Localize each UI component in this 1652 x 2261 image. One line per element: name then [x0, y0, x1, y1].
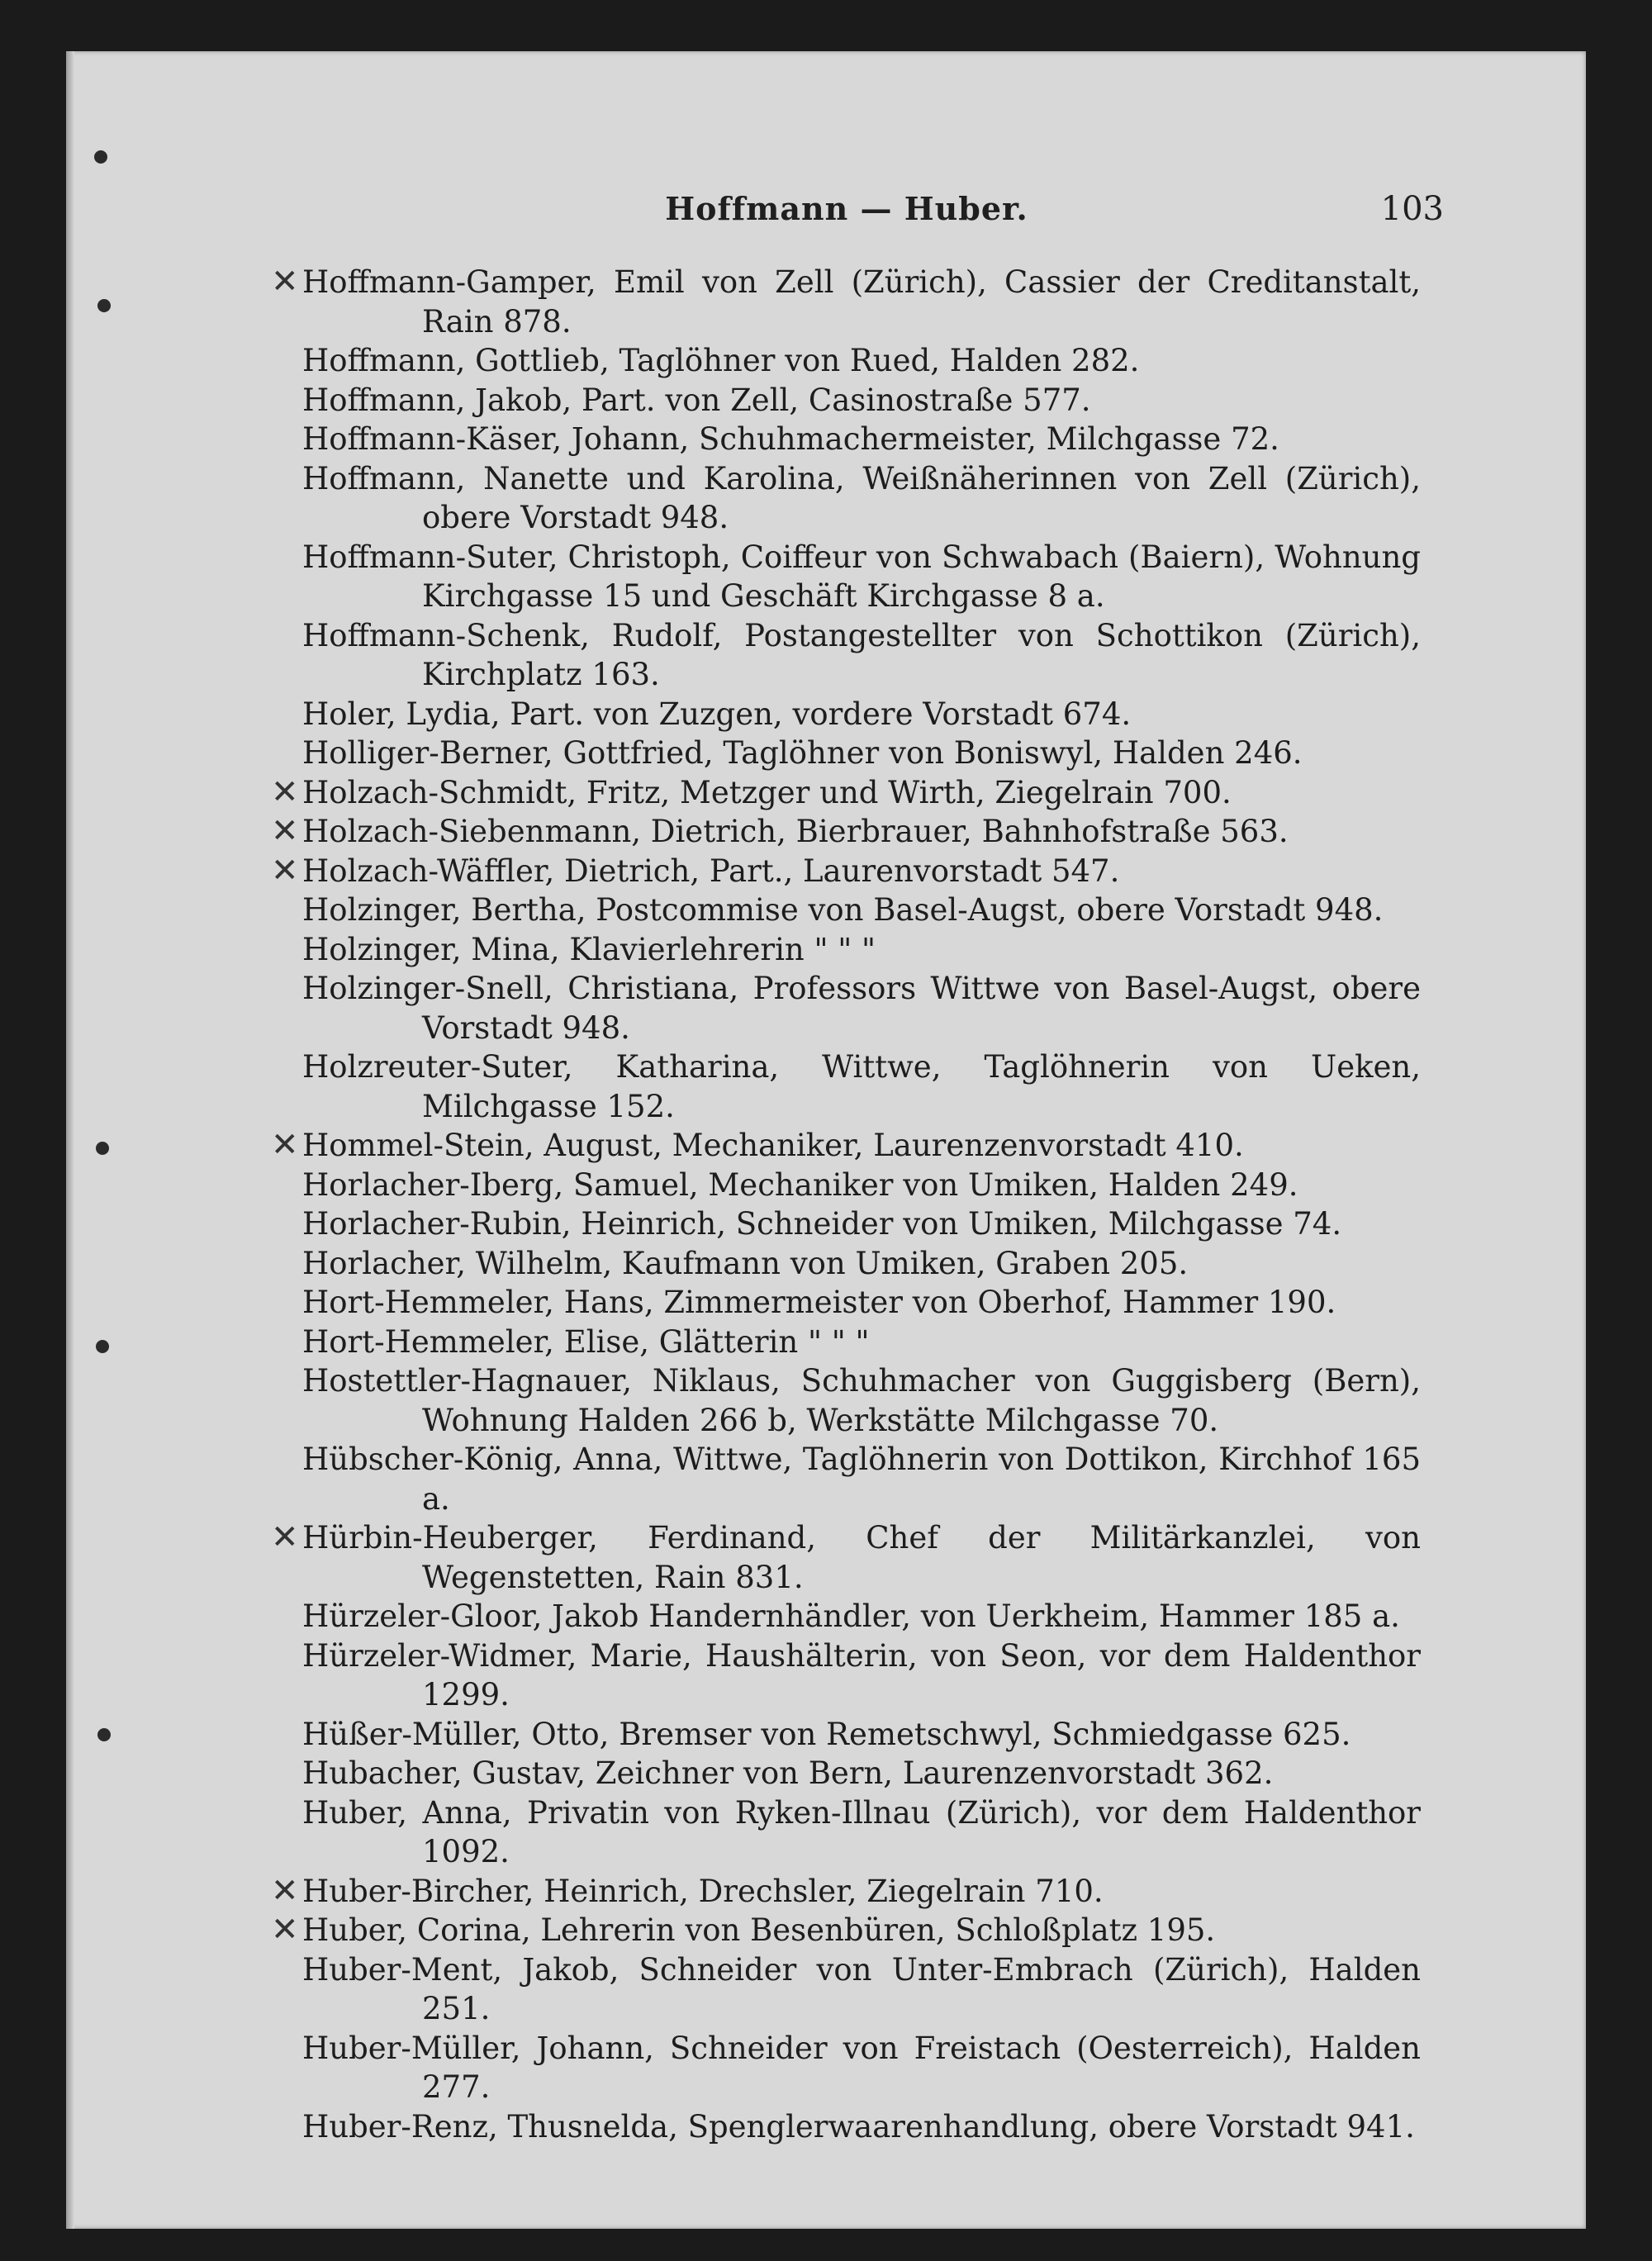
- entry-text: Hoffmann, Gottlieb, Taglöhner von Rued, Halden 282.: [302, 343, 1140, 378]
- binding-hole: [96, 1340, 109, 1353]
- binding-hole: [97, 299, 111, 312]
- directory-entry: [302, 1283, 1421, 1323]
- directory-entry: [271, 1871, 1421, 1912]
- directory-entry: [302, 1715, 1421, 1755]
- entry-text: Hüßer-Müller, Otto, Bremser von Remetschwyl, Schmiedgasse 625.: [302, 1716, 1351, 1752]
- handwritten-check-mark: ✕: [271, 1871, 299, 1910]
- entry-text: Holzinger, Bertha, Postcommise von Basel-Augst, obere Vorstadt 948.: [302, 892, 1384, 928]
- entry-text: Hübscher-König, Anna, Wittwe, Taglöhnerin von Dottikon, Kirchhof 165 a.: [302, 1442, 1421, 1517]
- entry-text: Hoffmann-Suter, Christoph, Coiffeur von Schwabach (Baiern), Wohnung Kirchgasse 15 und Geschäft Kirchgasse 8 a.: [302, 539, 1421, 614]
- entry-text: Hoffmann-Schenk, Rudolf, Postangestellter von Schottikon (Zürich), Kirchplatz 163.: [302, 617, 1421, 692]
- directory-entry: [302, 616, 1421, 695]
- handwritten-check-mark: ✕: [271, 263, 299, 301]
- header-title: Hoffmann — Huber.: [665, 190, 1028, 227]
- entry-text: Hommel-Stein, August, Mechaniker, Laurenzenvorstadt 410.: [302, 1128, 1244, 1163]
- entry-text: Hürzeler-Gloor, Jakob Handernhändler, von Uerkheim, Hammer 185 a.: [302, 1598, 1400, 1634]
- page-gutter: [66, 51, 74, 2229]
- directory-entry: [302, 1793, 1421, 1872]
- directory-entry: [302, 2107, 1421, 2147]
- entry-text: Huber, Corina, Lehrerin von Besenbüren, Schloßplatz 195.: [302, 1912, 1216, 1948]
- entry-text: Huber-Ment, Jakob, Schneider von Unter-Embrach (Zürich), Halden 251.: [302, 1951, 1421, 2026]
- handwritten-check-mark: ✕: [271, 1126, 299, 1164]
- page-number: 103: [1380, 190, 1444, 228]
- directory-entry: [302, 1636, 1421, 1715]
- directory-entry: [271, 1518, 1421, 1597]
- entry-text: Holliger-Berner, Gottfried, Taglöhner von Boniswyl, Halden 246.: [302, 735, 1303, 771]
- entry-text: Hoffmann, Nanette und Karolina, Weißnäherinnen von Zell (Zürich), obere Vorstadt 948.: [302, 460, 1421, 535]
- entry-text: Holzach-Wäffler, Dietrich, Part., Laurenvorstadt 547.: [302, 853, 1120, 889]
- directory-entry: [271, 812, 1421, 852]
- binding-hole: [97, 1728, 111, 1741]
- entry-text: Huber-Bircher, Heinrich, Drechsler, Ziegelrain 710.: [302, 1873, 1104, 1909]
- directory-entry: [302, 969, 1421, 1047]
- entry-text: Hoffmann, Jakob, Part. von Zell, Casinostraße 577.: [302, 382, 1091, 418]
- handwritten-check-mark: ✕: [271, 851, 299, 890]
- handwritten-check-mark: ✕: [271, 1518, 299, 1556]
- entry-text: Hürzeler-Widmer, Marie, Haushälterin, von Seon, vor dem Haldenthor 1299.: [302, 1637, 1421, 1712]
- directory-entry: [302, 1323, 1421, 1362]
- entry-text: Hoffmann-Käser, Johann, Schuhmachermeister, Milchgasse 72.: [302, 421, 1279, 457]
- entry-text: Holzinger-Snell, Christiana, Professors Wittwe von Basel-Augst, obere Vorstadt 948.: [302, 971, 1421, 1046]
- directory-entry: [302, 538, 1421, 616]
- directory-entry: [302, 459, 1421, 538]
- entry-text: Huber-Renz, Thusnelda, Spenglerwaarenhandlung, obere Vorstadt 941.: [302, 2108, 1415, 2145]
- entry-text: Holzinger, Mina, Klavierlehrerin " " ": [302, 931, 876, 967]
- directory-entry: [302, 1950, 1421, 2029]
- directory-entry: [302, 420, 1421, 459]
- directory-entry: [302, 1204, 1421, 1244]
- directory-entry: [302, 695, 1421, 734]
- entry-text: Hostettler-Hagnauer, Niklaus, Schuhmacher von Guggisberg (Bern), Wohnung Halden 266 b, Werkstätte Milchgasse 70.: [302, 1363, 1421, 1438]
- directory-entry: [302, 930, 1421, 970]
- binding-hole: [94, 150, 107, 164]
- handwritten-check-mark: ✕: [271, 812, 299, 850]
- entry-text: Hort-Hemmeler, Hans, Zimmermeister von Oberhof, Hammer 190.: [302, 1285, 1336, 1320]
- entry-text: Hubacher, Gustav, Zeichner von Bern, Laurenzenvorstadt 362.: [302, 1755, 1274, 1791]
- entry-text: Huber, Anna, Privatin von Ryken-Illnau (Zürich), vor dem Haldenthor 1092.: [302, 1794, 1421, 1869]
- directory-entry: [302, 1440, 1421, 1518]
- entry-text: Huber-Müller, Johann, Schneider von Freistach (Oesterreich), Halden 277.: [302, 2030, 1421, 2105]
- handwritten-check-mark: ✕: [271, 772, 299, 811]
- binding-hole: [96, 1142, 109, 1155]
- directory-entry: [271, 263, 1421, 341]
- directory-entry: [302, 1047, 1421, 1126]
- directory-entries: [271, 263, 1421, 2146]
- entry-text: Holzach-Siebenmann, Dietrich, Bierbrauer, Bahnhofstraße 563.: [302, 814, 1289, 849]
- book-page: [66, 51, 1586, 2229]
- directory-entry: [271, 772, 1421, 813]
- directory-entry: [271, 1126, 1421, 1166]
- directory-entry: [302, 1754, 1421, 1793]
- directory-entry: [302, 341, 1421, 381]
- directory-entry: [302, 2029, 1421, 2107]
- entry-text: Horlacher, Wilhelm, Kaufmann von Umiken, Graben 205.: [302, 1245, 1189, 1281]
- directory-entry: [302, 1166, 1421, 1205]
- directory-entry: [271, 1911, 1421, 1950]
- entry-text: Holer, Lydia, Part. von Zuzgen, vordere Vorstadt 674.: [302, 696, 1132, 732]
- entry-text: Horlacher-Iberg, Samuel, Mechaniker von Umiken, Halden 249.: [302, 1166, 1298, 1203]
- directory-entry: [302, 734, 1421, 773]
- directory-entry: [302, 381, 1421, 420]
- directory-entry: [302, 1597, 1421, 1636]
- directory-entry: [302, 891, 1421, 930]
- entry-text: Holzreuter-Suter, Katharina, Wittwe, Taglöhnerin von Ueken, Milchgasse 152.: [302, 1049, 1421, 1124]
- directory-entry: [302, 1361, 1421, 1440]
- entry-text: Hürbin-Heuberger, Ferdinand, Chef der Militärkanzlei, von Wegenstetten, Rain 831.: [302, 1520, 1421, 1595]
- directory-entry: [271, 851, 1421, 891]
- running-header: [297, 190, 1444, 231]
- entry-text: Holzach-Schmidt, Fritz, Metzger und Wirth, Ziegelrain 700.: [302, 774, 1232, 810]
- entry-text: Horlacher-Rubin, Heinrich, Schneider von Umiken, Milchgasse 74.: [302, 1206, 1342, 1242]
- entry-text: Hoffmann-Gamper, Emil von Zell (Zürich), Cassier der Creditanstalt, Rain 878.: [302, 264, 1421, 340]
- entry-text: Hort-Hemmeler, Elise, Glätterin " " ": [302, 1323, 870, 1360]
- handwritten-check-mark: ✕: [271, 1911, 299, 1949]
- directory-entry: [302, 1244, 1421, 1284]
